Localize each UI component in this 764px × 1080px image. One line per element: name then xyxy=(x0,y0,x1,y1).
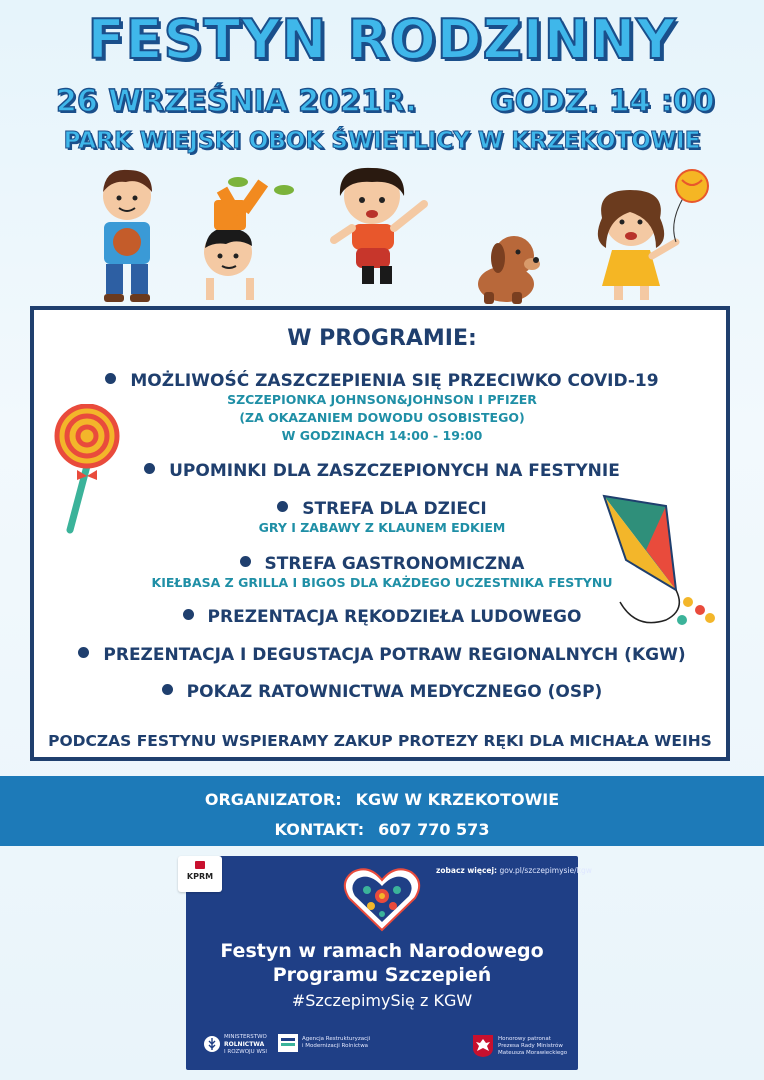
event-date: 26 WRZEŚNIA 2021R. xyxy=(56,84,417,119)
program-item-label: UPOMINKI DLA ZASZCZEPIONYCH NA FESTYNIE xyxy=(169,461,620,481)
more-info-link[interactable] xyxy=(436,866,592,875)
arimr-emblem-icon xyxy=(278,1034,298,1052)
program-item-sub: (ZA OKAZANIEM DOWODU OSOBISTEGO) xyxy=(239,410,525,425)
program-item-rescue-show xyxy=(0,682,764,702)
program-heading: W PROGRAMIE: xyxy=(287,326,477,351)
bullet-icon xyxy=(162,684,173,695)
boy-with-ball-figure xyxy=(103,170,152,302)
bullet-icon xyxy=(240,556,251,567)
program-item-label: POKAZ RATOWNICTWA MEDYCZNEGO (OSP) xyxy=(186,682,603,702)
program-item-sub: W GODZINACH 14:00 - 19:00 xyxy=(281,428,483,443)
bullet-icon xyxy=(183,609,194,620)
program-item-label: PREZENTACJA I DEGUSTACJA POTRAW REGIONALNYCH (KGW) xyxy=(103,645,686,665)
event-time: GODZ. 14 :00 xyxy=(490,84,715,119)
event-place: PARK WIEJSKI OBOK ŚWIETLICY W KRZEKOTOWIE xyxy=(63,128,701,154)
program-item-gifts xyxy=(0,461,764,481)
contact-label: KONTAKT: xyxy=(274,820,365,839)
bullet-icon xyxy=(277,501,288,512)
fundraiser-note: PODCZAS FESTYNU WSPIERAMY ZAKUP PROTEZY RĘKI DLA MICHAŁA WEIHS xyxy=(48,732,712,750)
banner-title-line2: Programu Szczepień xyxy=(272,964,492,986)
organizer-line xyxy=(0,790,764,809)
program-item-sub: KIEŁBASA Z GRILLA I BIGOS DLA KAŻDEGO UCZESTNIKA FESTYNU xyxy=(151,575,613,590)
program-item-label: STREFA GASTRONOMICZNA xyxy=(264,554,525,574)
girl-with-balloon-figure xyxy=(598,170,708,300)
kids-illustration xyxy=(0,160,764,310)
program-item-label: STREFA DLA DZIECI xyxy=(302,499,487,519)
banner-title-line1: Festyn w ramach Narodowego xyxy=(220,940,544,962)
program-item-vaccination xyxy=(0,371,764,391)
program-item-sub: SZCZEPIONKA JOHNSON&JOHNSON I PFIZER xyxy=(227,392,537,407)
more-info-url[interactable]: gov.pl/szczepimysie/kgw xyxy=(499,866,592,875)
program-item-crafts xyxy=(0,607,764,627)
program-item-label: MOŻLIWOŚĆ ZASZCZEPIENIA SIĘ PRZECIWKO COVID-19 xyxy=(130,371,659,391)
kprm-logo: KPRM xyxy=(178,856,222,892)
flag-icon xyxy=(195,861,205,869)
organizer-value: KGW W KRZEKOTOWIE xyxy=(355,790,560,809)
program-item-label: PREZENTACJA RĘKODZIEŁA LUDOWEGO xyxy=(207,607,582,627)
more-info-label: zobacz więcej: xyxy=(436,866,498,875)
program-item-sub: GRY I ZABAWY Z KLAUNEM EDKIEM xyxy=(258,520,506,535)
banner-hashtag: #SzczepimySię z KGW xyxy=(291,991,473,1010)
bullet-icon xyxy=(144,463,155,474)
polish-eagle-icon xyxy=(472,1034,494,1058)
program-item-food-zone xyxy=(0,554,764,574)
ear-of-grain-icon xyxy=(204,1034,220,1054)
handstand-boy-figure xyxy=(204,177,294,300)
bullet-icon xyxy=(105,373,116,384)
program-item-regional-food xyxy=(0,645,764,665)
contact-line xyxy=(0,820,764,839)
dog-figure xyxy=(478,236,540,304)
program-item-kids-zone xyxy=(0,499,764,519)
jumping-girl-figure xyxy=(334,168,424,284)
poster-title: FESTYN RODZINNY xyxy=(87,8,677,71)
bullet-icon xyxy=(78,647,89,658)
folk-heart-icon xyxy=(343,866,421,932)
organizer-label: ORGANIZATOR: xyxy=(204,790,342,809)
contact-phone[interactable]: 607 770 573 xyxy=(378,820,490,839)
